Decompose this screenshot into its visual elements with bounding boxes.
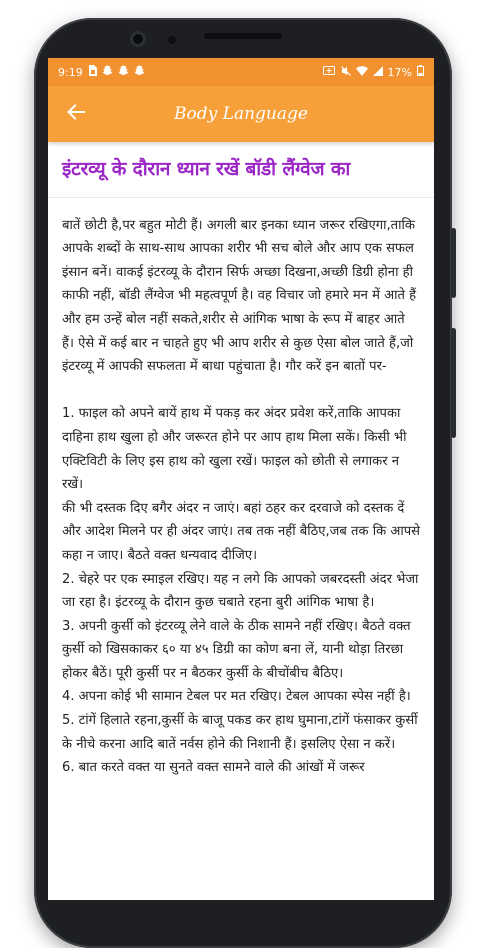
article-scroll-view[interactable] (48, 142, 434, 900)
snapchat-icon (134, 65, 145, 79)
heading-divider (48, 197, 434, 198)
front-camera (130, 31, 146, 47)
sim-icon (88, 65, 97, 79)
status-time: 9:19 (58, 65, 83, 79)
volume-button (451, 328, 456, 438)
mute-icon (341, 66, 351, 79)
app-screen (48, 58, 434, 900)
battery-percent: 17% (387, 65, 412, 79)
arrow-left-icon (67, 103, 85, 125)
back-button[interactable] (48, 86, 104, 142)
article-heading: इंटरव्यू के दौरान ध्यान रखें बॉडी लैंग्वेज का (62, 158, 351, 180)
battery-icon (417, 65, 424, 79)
toolbar-title: Body Language (174, 104, 308, 124)
snapchat-icon (102, 65, 113, 79)
signal-icon (373, 66, 383, 79)
article-body: बातें छोटी है,पर बहुत मोटी हैं। अगली बार इनका ध्यान जरूर रखिएगा,ताकि आपके शब्दों के साथ-साथ आपका शरीर भी सच बोले और आप एक सफल इंसान बनें। वाकई इंटरव्यू के दौरान सिर्फ अच्छा दिखना,अच्छी डिग्री होना ही काफी नहीं, बॉडी लैंग्वेज भी महत्वपूर्ण है। वह विचार जो हमारे मन में आते हैं और हम उन्हें बोल नहीं सकते,शरीर से आंगिक भाषा के रूप में बाहर आते हैं। ऐसे में कई बार न चाहते हुए भी आप शरीर से कुछ ऐसा बोल जाते हैं,जो इंटरव्यू में आपकी सफलता में बाधा पहुंचाता है। गौर करें इन बातों पर- 1. फाइल को अपने बायें हाथ में पकड़ कर अंदर प्रवेश करें,ताकि आपका दाहिना हाथ खुला हो और जरूरत होने पर आप हाथ मिला सकें। किसी भी एक्टिविटी के लिए इस हाथ को खुला रखें। फाइल को छोती से लगाकर न रखें। की भी दस्तक दिए बगैर अंदर न जाएं। बहां ठहर कर दरवाजे को दस्तक दें और आदेश मिलने पर ही अंदर जाएं। तब तक नहीं बैठिए,जब तक कि आपसे कहा न जाए। बैठते वक्त धन्यवाद दीजिए। 2. चेहरे पर एक स्माइल रखिए। यह न लगे कि आपको जबरदस्ती अंदर भेजा जा रहा है। इंटरव्यू के दौरान कुछ चबाते रहना बुरी आंगिक भाषा है। 3. अपनी कुर्सी को इंटरव्यू लेने वाले के ठीक सामने नहीं रखिए। बैठते वक्त कुर्सी को खिसकाकर ६० या ४५ डिग्री का कोण बना लें, यानी थोड़ा तिरछा होकर बैठें। पूरी कुर्सी पर न बैठकर कुर्सी के बीचोंबीच बैठिए। 4. अपना कोई भी सामान टेबल पर मत रखिए। टेबल आपका स्पेस नहीं है। 5. टांगें हिलाते रहना,कुर्सी के बाजू पकड कर हाथ घुमाना,टांगें फंसाकर कुर्सी के नीचे करना आदि बातें नर्वस होने की निशानी हैं। इसलिए ऐसा न करें। 6. बात करते वक्त या सुनते वक्त सामने वाले की आंखों में जरूर (62, 217, 420, 776)
app-toolbar (48, 86, 434, 142)
earpiece-speaker (204, 33, 282, 39)
snapchat-icon (118, 65, 129, 79)
wifi-icon (356, 66, 368, 79)
battery-saver-icon (323, 66, 336, 78)
proximity-sensor (168, 36, 176, 44)
power-button (451, 228, 456, 298)
status-bar (48, 58, 434, 86)
